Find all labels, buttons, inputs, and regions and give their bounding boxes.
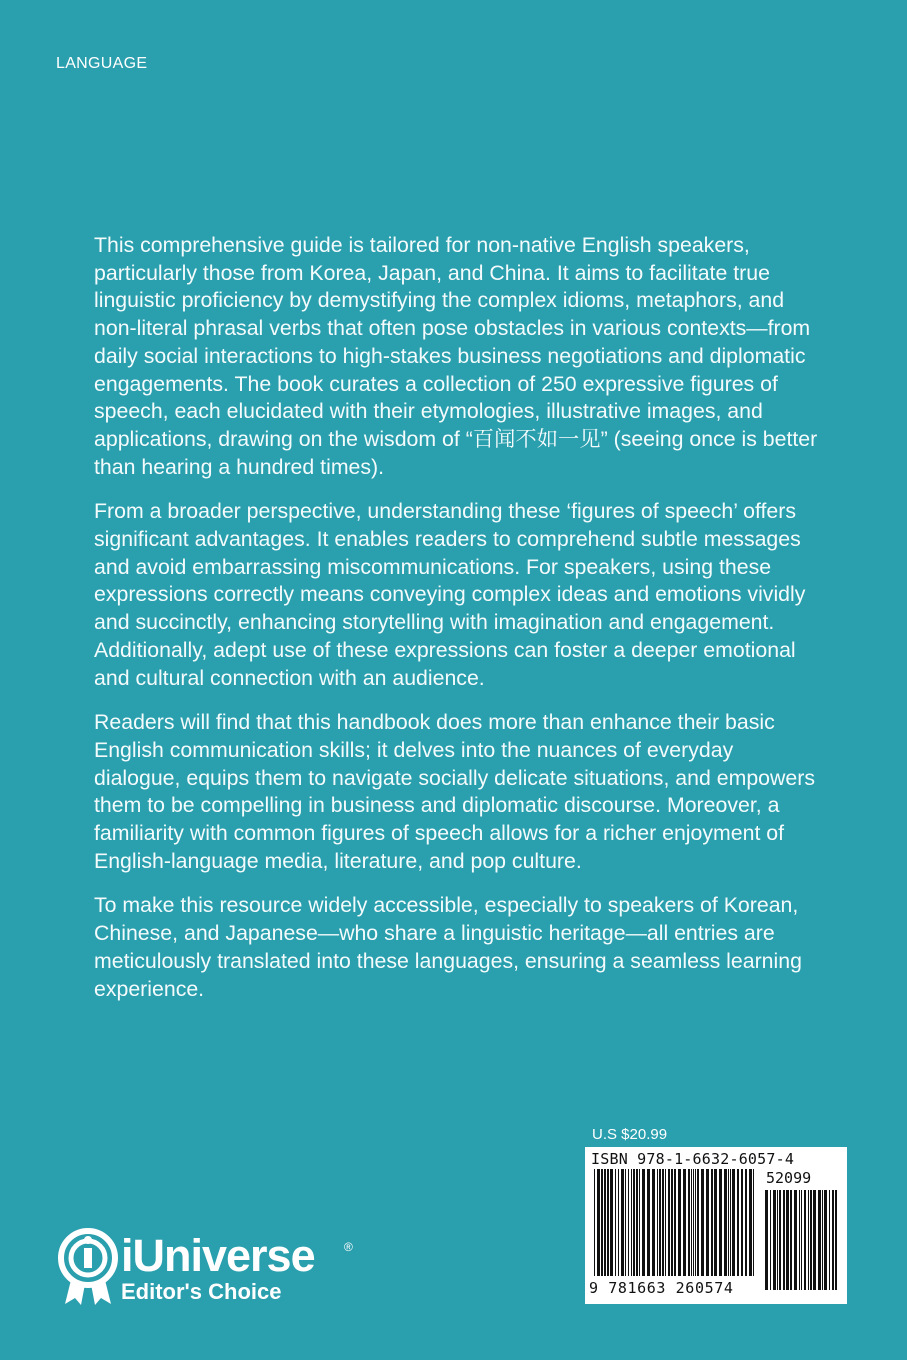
blurb-paragraph-1: This comprehensive guide is tailored for non-native English speakers, particularly those from Korea, Japan, and China. It aims to facilitate true linguistic proficiency by demystifying the complex idioms, metaphors, and non-literal phrasal verbs that often pose obstacles in various contexts—from daily social interactions to high-stakes business negotiations and diplomatic engagements. The book curates a collection of 250 expressive figures of speech, each elucidated with their etymologies, illustrative images, and applications, drawing on the wisdom of “百闻不如一见” (seeing once is better than hearing a hundred times). <box>94 233 818 479</box>
publisher-logo <box>55 1228 375 1308</box>
category-label: LANGUAGE <box>56 55 148 72</box>
price-label: U.S $20.99 <box>592 1126 668 1143</box>
ribbon-award-icon <box>55 1228 121 1306</box>
back-cover-blurb <box>94 232 824 1020</box>
price-code: 52099 <box>766 1169 812 1187</box>
ean-digits: 9 781663 260574 <box>589 1279 734 1297</box>
publisher-name: iUniverse <box>121 1230 315 1281</box>
blurb-paragraph-3: Readers will find that this handbook does more than enhance their basic English communication skills; it delves into the nuances of everyday dialogue, equips them to navigate socially delicate situations, and empowers them to be compelling in business and diplomatic discourse. Moreover, a familiarity with common figures of speech allows for a richer enjoyment of English-language media, literature, and pop culture. <box>94 710 815 873</box>
isbn-barcode <box>585 1147 847 1304</box>
addon-barcode-bars <box>765 1190 839 1290</box>
blurb-paragraph-2: From a broader perspective, understanding these ‘figures of speech’ offers significant advantages. It enables readers to comprehend subtle messages and avoid embarrassing miscommunications. For speakers, using these expressions correctly means conveying complex ideas and emotions vividly and succinctly, enhancing storytelling with imagination and engagement. Additionally, adept use of these expressions can foster a deeper emotional and cultural connection with an audience. <box>94 499 806 690</box>
publisher-imprint: Editor's Choice <box>121 1279 282 1304</box>
blurb-paragraph-4: To make this resource widely accessible, especially to speakers of Korean, Chinese, and Japanese—who share a linguistic heritage—all entries are meticulously translated into these languages, ensuring a seamless learning experience. <box>94 893 802 1001</box>
ean-barcode-bars <box>594 1169 755 1276</box>
registered-mark: ® <box>344 1240 353 1254</box>
isbn-number: ISBN 978-1-6632-6057-4 <box>591 1150 795 1168</box>
